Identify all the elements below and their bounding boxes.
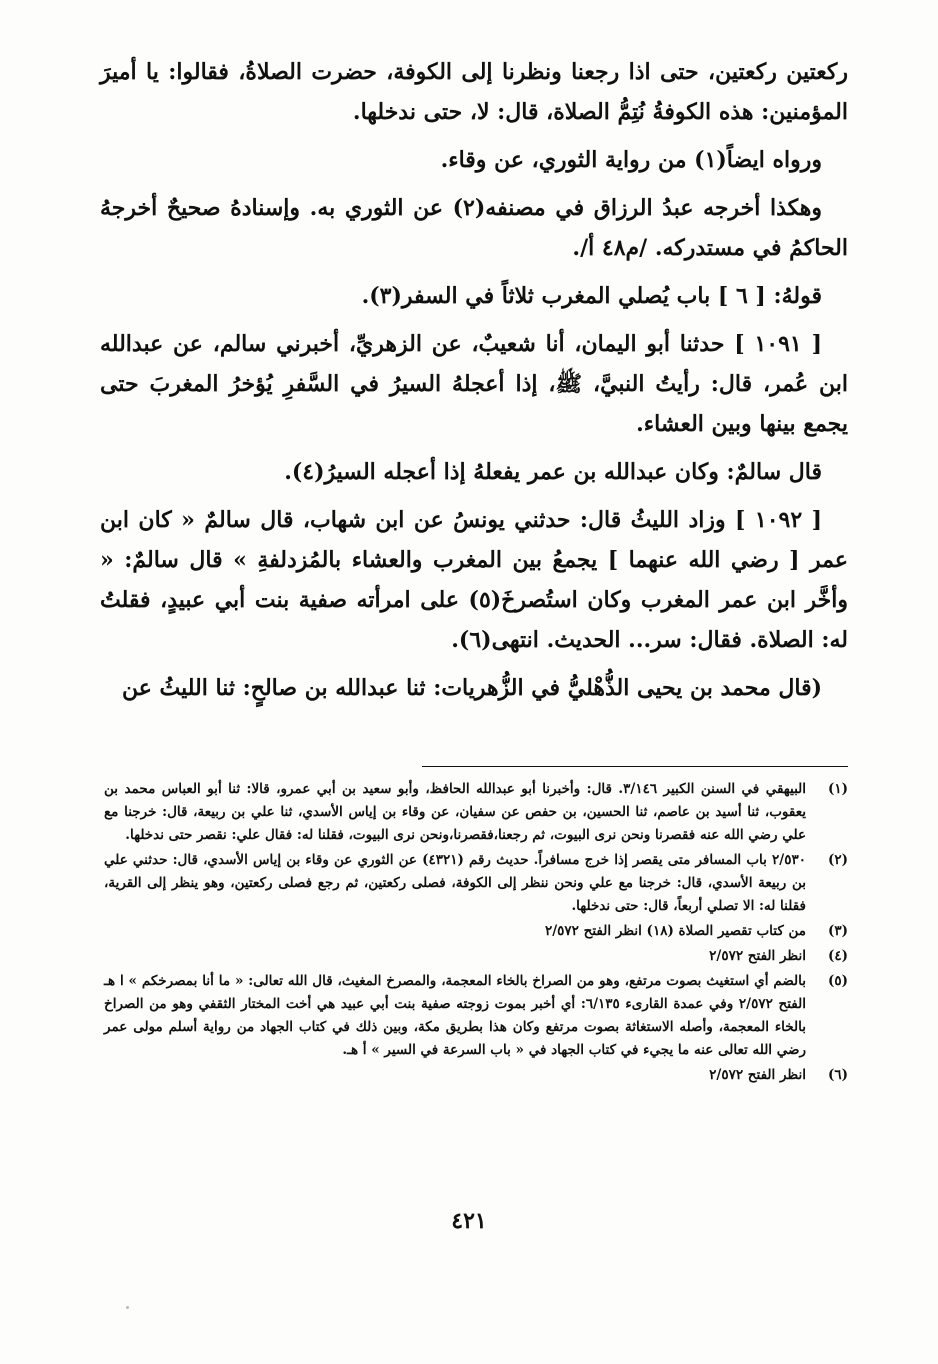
footnote-6 — [104, 1064, 848, 1087]
footnote-number: (٥) — [827, 973, 848, 989]
footnote-text: انظر الفتح ٢/٥٧٢ — [709, 948, 806, 964]
main-text — [100, 52, 848, 708]
footnote-number: (٣) — [827, 923, 848, 939]
page-number: ٤٢١ — [451, 1208, 487, 1234]
paragraph-6: قال سالمٌ: وكان عبدالله بن عمر يفعلهُ إذا أعجله السيرُ(٤). — [284, 459, 822, 485]
footnote-divider — [422, 766, 848, 767]
footnotes — [104, 778, 848, 1089]
footnote-1 — [104, 778, 848, 847]
footnote-text: بالضم أي استغيث بصوت مرتفع، وهو من الصراخ بالخاء المعجمة، والمصرخ المغيث، قال الله تعالى: « ما أنا بمصرخكم » ا هـ الفتح ٢/٥٧٢ وفي عمدة القارىء ٦/١٣٥: أي أخبر بموت زوجته صفية بنت أبي عبيد هي أخت المختار الثقفي وهو من الصراخ بالخاء المعجمة، وأصله الاستغاثة بصوت مرتفع وكان هذا بطريق مكة، وبين ذلك في كتاب الجهاد من رواية أسلم مولى عمر رضي الله تعالى عنه ما يجيء في كتاب الجهاد في « باب السرعة في السير » أ هـ. — [104, 973, 806, 1058]
footnote-5 — [104, 970, 848, 1062]
paragraph-8: (قال محمد بن يحيى الذُّهْليُّ في الزُّهريات: ثنا عبدالله بن صالحٍ: ثنا الليثُ عن — [121, 675, 822, 701]
paragraph-3: وهكذا أخرجه عبدُ الرزاق في مصنفه(٢) عن الثوري به. وإسنادهُ صحيحٌ أخرجهُ الحاكمُ في مستدركه. /م٤٨ أ/. — [100, 195, 848, 261]
footnote-text: انظر الفتح ٢/٥٧٢ — [709, 1067, 806, 1083]
paragraph-2: ورواه ايضاً(١) من رواية الثوري، عن وقاء. — [440, 147, 822, 173]
footnote-text: ٢/٥٣٠ باب المسافر متى يقصر إذا خرج مسافراً. حديث رقم (٤٣٢١) عن الثوري عن وقاء بن إياس الأسدي، قال: حدثني علي بن ربيعة الأسدي، قال: خرجنا مع علي ونحن ننظر إلى الكوفة، فصلى ركعتين، ثم رجع فصلى ركعتين، وهو ينظر إلى القرية، فقلنا له: الا تصلي أربعاً، قال: حتى ندخلها. — [104, 852, 806, 914]
paragraph-7-hadith-1092: [ ١٠٩٢ ] وزاد الليثُ قال: حدثني يونسُ عن ابن شهاب، قال سالمٌ « كان ابن عمر [ رضي الله عنهما ] يجمعُ بين المغرب والعشاء بالمُزدلفةِ » قال سالمٌ: « وأخَّر ابن عمر المغرب وكان استُصرخَ(٥) على امرأته صفية بنت أبي عبيدٍ، فقلتُ له: الصلاة. فقال: سر... الحديث. انتهى(٦). — [100, 507, 848, 653]
footnote-text: البيهقي في السنن الكبير ٣/١٤٦. قال: وأخبرنا أبو عبدالله الحافظ، وأبو سعيد بن أبي عمرو، قالا: ثنا أبو العباس محمد بن يعقوب، ثنا أسيد بن عاصم، ثنا الحسين، بن حفص عن سفيان، عن وقاء بن إياس الأسدي، ثنا علي بن ربيعة، قال: خرجنا مع علي رضي الله عنه فقصرنا ونحن نرى البيوت، ثم رجعنا،فقصرنا،ونحن نرى البيوت، فقلنا له: فقال علي: نقصر حتى ندخلها. — [104, 781, 807, 843]
paragraph-5-hadith-1091: [ ١٠٩١ ] حدثنا أبو اليمان، أنا شعيبٌ، عن الزهريِّ، أخبرني سالم، عن عبدالله ابن عُمر، قال: رأيتُ النبيَّ، ﷺ، إذا أعجلهُ السيرُ في السَّفرِ يُؤخرُ المغربَ حتى يجمع بينها وبين العشاء. — [100, 331, 848, 437]
paragraph-1: ركعتين ركعتين، حتى اذا رجعنا ونظرنا إلى الكوفة، حضرت الصلاةُ، فقالوا: يا أميرَ المؤمنين: هذه الكوفةُ نُتِمُّ الصلاة، قال: لا، حتى ندخلها. — [100, 59, 848, 125]
paragraph-4-heading: قولهُ: [ ٦ ] باب يُصلي المغرب ثلاثاً في السفر(٣). — [361, 283, 822, 309]
footnote-2 — [104, 849, 848, 918]
footnote-number: (١) — [827, 781, 848, 797]
footnote-text: من كتاب تقصير الصلاة (١٨) انظر الفتح ٢/٥٧٢ — [545, 923, 806, 939]
footnote-number: (٢) — [827, 852, 848, 868]
footnote-4 — [104, 945, 848, 968]
scan-speck — [126, 1306, 129, 1309]
footnote-number: (٦) — [827, 1067, 848, 1083]
footnote-3 — [104, 920, 848, 943]
footnote-number: (٤) — [827, 948, 848, 964]
